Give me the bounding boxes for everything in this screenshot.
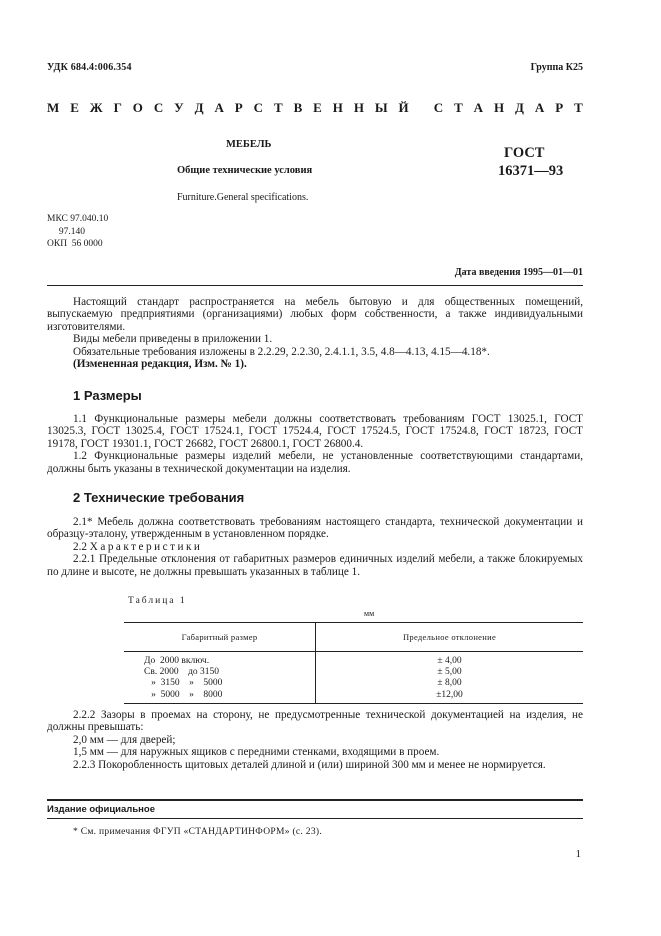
clause-1-1: 1.1 Функциональные размеры мебели должны соответствовать требованиям ГОСТ 13025.1, ГОСТ 13025.3, ГОСТ 13025.4, ГОСТ 17524.1, ГОСТ 17524.4, ГОСТ 17524.5, ГОСТ 17524.8, ГОСТ 18723, ГОСТ 19178, ГОСТ 19301.1, ГОСТ 26682, ГОСТ 26800.1, ГОСТ 26800.4.	[47, 413, 583, 450]
standard-type-letter: Т	[574, 100, 583, 115]
footer-divider	[47, 799, 583, 801]
intro-paragraph: Настоящий стандарт распространяется на мебель бытовую и для общественных помещений, выпускаемую предприятиями (организациями) любых форм собственности, а также индивидуальными изготовителями.	[47, 296, 583, 333]
deviation-value: ± 8,00	[437, 678, 462, 689]
standard-type-letter: Ж	[89, 100, 103, 115]
standard-type-letter: А	[473, 100, 484, 115]
size-value: Св. 2000 до 3150	[144, 667, 220, 678]
gost-label: ГОСТ	[504, 145, 545, 161]
document-title-english: Furniture.General specifications.	[177, 192, 309, 203]
standard-type-letter: А	[214, 100, 224, 115]
size-value: » 5000 » 8000	[144, 689, 223, 700]
standard-type-letter	[420, 100, 423, 116]
table-unit: мм	[364, 609, 375, 618]
amendment-note: (Измененная редакция, Изм. № 1).	[73, 358, 247, 371]
mks-code: МКС 97.040.10	[47, 214, 109, 224]
clause-number: 2.2	[73, 540, 87, 553]
classification-codes	[47, 213, 108, 251]
standard-type-letter: Н	[353, 100, 364, 115]
divider	[47, 285, 583, 286]
standard-type-letter: А	[534, 100, 545, 115]
clause-2-1: 2.1* Мебель должна соответствовать требованиям настоящего стандарта, технической документации и образцу-эталону, утвержденным в установленном порядке.	[47, 516, 583, 541]
clause-2-2-1: 2.2.1 Предельные отклонения от габаритных размеров единичных изделий мебели, а также блокируемых по длине и высоте, не должны превышать указанных в таблице 1.	[47, 553, 583, 578]
standard-type-letter: Н	[493, 100, 505, 115]
intro-section	[47, 296, 583, 370]
standard-type-letter: Т	[273, 100, 283, 115]
page-number: 1	[575, 848, 581, 860]
gost-number: 16371—93	[498, 163, 564, 179]
standard-type-letter: Н	[332, 100, 343, 115]
table-caption: Таблица 1	[128, 596, 187, 606]
standard-type-letter: У	[174, 100, 184, 115]
size-value: » 3150 » 5000	[144, 678, 223, 689]
standard-type-letter: В	[293, 100, 303, 115]
standard-type	[47, 100, 583, 116]
introduction-date: Дата введения 1995—01—01	[454, 267, 583, 278]
standard-type-letter: С	[433, 100, 444, 115]
deviation-value: ± 5,00	[437, 667, 462, 678]
standard-type-letter: Е	[70, 100, 79, 115]
standard-type-letter: Т	[454, 100, 463, 115]
deviation-cell	[316, 652, 584, 704]
standard-type-letter: С	[253, 100, 264, 115]
document-title: МЕБЕЛЬ	[226, 139, 272, 150]
document-subtitle: Общие технические условия	[177, 165, 313, 176]
list-item: 1,5 мм — для наружных ящиков с передними стенками, входящими в проем.	[73, 746, 440, 759]
standard-type-letter: С	[153, 100, 164, 115]
standard-type-letter: Д	[194, 100, 204, 115]
size-cell	[124, 652, 316, 704]
clause-2-2-3: 2.2.3 Покоробленность щитовых деталей длиной и (или) шириной 300 мм и менее не нормируется.	[73, 758, 546, 771]
standard-type-letter: Г	[113, 100, 122, 115]
section-heading: 2 Технические требования	[73, 490, 245, 505]
standard-type-letter: Е	[313, 100, 322, 115]
okp-code: ОКП 56 0000	[47, 239, 103, 249]
group-code: Группа К25	[530, 62, 583, 73]
footnote-divider	[47, 818, 583, 819]
section-heading: 1 Размеры	[73, 388, 142, 403]
section-2-body	[47, 516, 583, 578]
official-edition-label: Издание официальное	[47, 804, 155, 815]
deviation-value: ±12,00	[436, 689, 463, 700]
size-value: До 2000 включ.	[144, 656, 210, 666]
table-header-deviation: Предельное отклонение	[316, 623, 584, 652]
table-header-size: Габаритный размер	[124, 623, 316, 652]
deviation-value: ± 4,00	[437, 656, 462, 666]
standard-type-letter: М	[47, 100, 60, 115]
standard-type-letter: Р	[234, 100, 243, 115]
clause-2-2-2: 2.2.2 Зазоры в проемах на сторону, не предусмотренные технической документацией на изделия, не должны превышать:	[47, 709, 583, 734]
intro-paragraph: Виды мебели приведены в приложении 1.	[73, 333, 273, 346]
clause-1-2: 1.2 Функциональные размеры изделий мебели, не установленные соответствующими стандартами, должны быть указаны в технической документации на изделия.	[47, 450, 583, 475]
standard-type-letter: Д	[515, 100, 524, 115]
standard-type-letter: Р	[555, 100, 564, 115]
intro-paragraph: Обязательные требования изложены в 2.2.29, 2.2.30, 2.4.1.1, 3.5, 4.8—4.13, 4.15—4.18*.	[73, 345, 490, 358]
standard-type-letter: О	[132, 100, 143, 115]
section-1-body	[47, 413, 583, 475]
clause-2-2	[47, 541, 583, 553]
deviation-table	[124, 622, 583, 704]
standard-type-letter: Ы	[374, 100, 388, 115]
section-2-body-continued	[47, 709, 583, 771]
udk-code: УДК 684.4:006.354	[47, 62, 132, 73]
mks-code-2: 97.140	[47, 226, 85, 237]
clause-title: Характеристики	[89, 540, 203, 553]
standard-type-letter: Й	[398, 100, 409, 115]
footnote: * См. примечания ФГУП «СТАНДАРТИНФОРМ» (с. 23).	[73, 827, 323, 837]
list-item: 2,0 мм — для дверей;	[73, 733, 176, 746]
table-row	[124, 652, 583, 704]
